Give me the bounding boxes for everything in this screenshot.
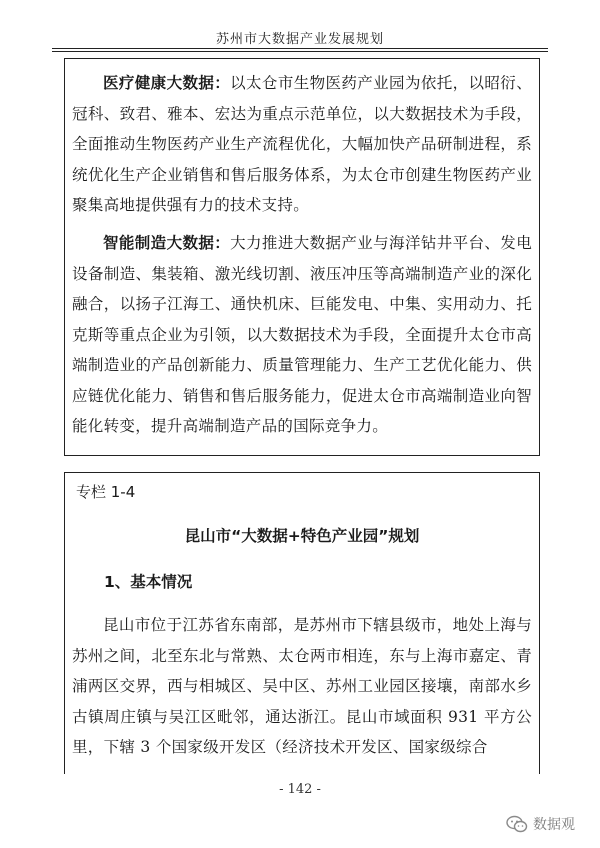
- box-title: 昆山市“大数据+特色产业园”规划: [184, 527, 420, 545]
- header-rule-bottom: [52, 51, 548, 52]
- watermark: [506, 814, 575, 834]
- page-number: - 142 -: [279, 782, 321, 797]
- smart-text: 大力推进大数据产业与海洋钻井平台、发电设备制造、集装箱、激光线切割、液压冲压等高端制造产业的深化融合，以扬子江海工、通快机床、巨能发电、中集、实用动力、托克斯等重点企业为引领，以大数据技术为手段，全面提升太仓市高端制造业的产品创新能力、质量管理能力、生产工艺优化能力、供应链优化能力、销售和售后服务能力，促进太仓市高端制造业向智能化转变，提升高端制造产品的国际竞争力。: [72, 234, 532, 435]
- wechat-channel-icon: [506, 815, 528, 833]
- paragraph-smart-manufacturing: [72, 228, 532, 442]
- column-label: 专栏 1-4: [76, 483, 136, 501]
- paragraph-kunshan-overview: 昆山市位于江苏省东南部，是苏州市下辖县级市，地处上海与苏州之间，北至东北与常熟、太仓两市相连，东与上海市嘉定、青浦两区交界，西与相城区、吴中区、苏州工业园区接壤，南部水乡古镇周庄镇与吴江区毗邻，通达浙江。昆山市域面积 931 平方公里，下辖 3 个国家级开发区（经济技术开发区、国家级综合: [72, 616, 532, 756]
- paragraph-medical-big-data: [72, 68, 532, 221]
- watermark-text: 数据观: [533, 817, 575, 833]
- header-rule-top: [52, 48, 548, 49]
- smart-label: 智能制造大数据：: [103, 234, 231, 252]
- section-heading: 1、基本情况: [104, 573, 193, 591]
- page-header-title: 苏州市大数据产业发展规划: [215, 32, 384, 47]
- medical-label: 医疗健康大数据：: [103, 74, 231, 92]
- medical-text: 以太仓市生物医药产业园为依托，以昭衍、冠科、致君、雅本、宏达为重点示范单位，以大数据技术为手段，全面推动生物医药产业生产流程优化，大幅加快产品研制进程，系统优化生产企业销售和售后服务体系，为太仓市创建生物医药产业聚集高地提供强有力的技术支持。: [72, 74, 532, 214]
